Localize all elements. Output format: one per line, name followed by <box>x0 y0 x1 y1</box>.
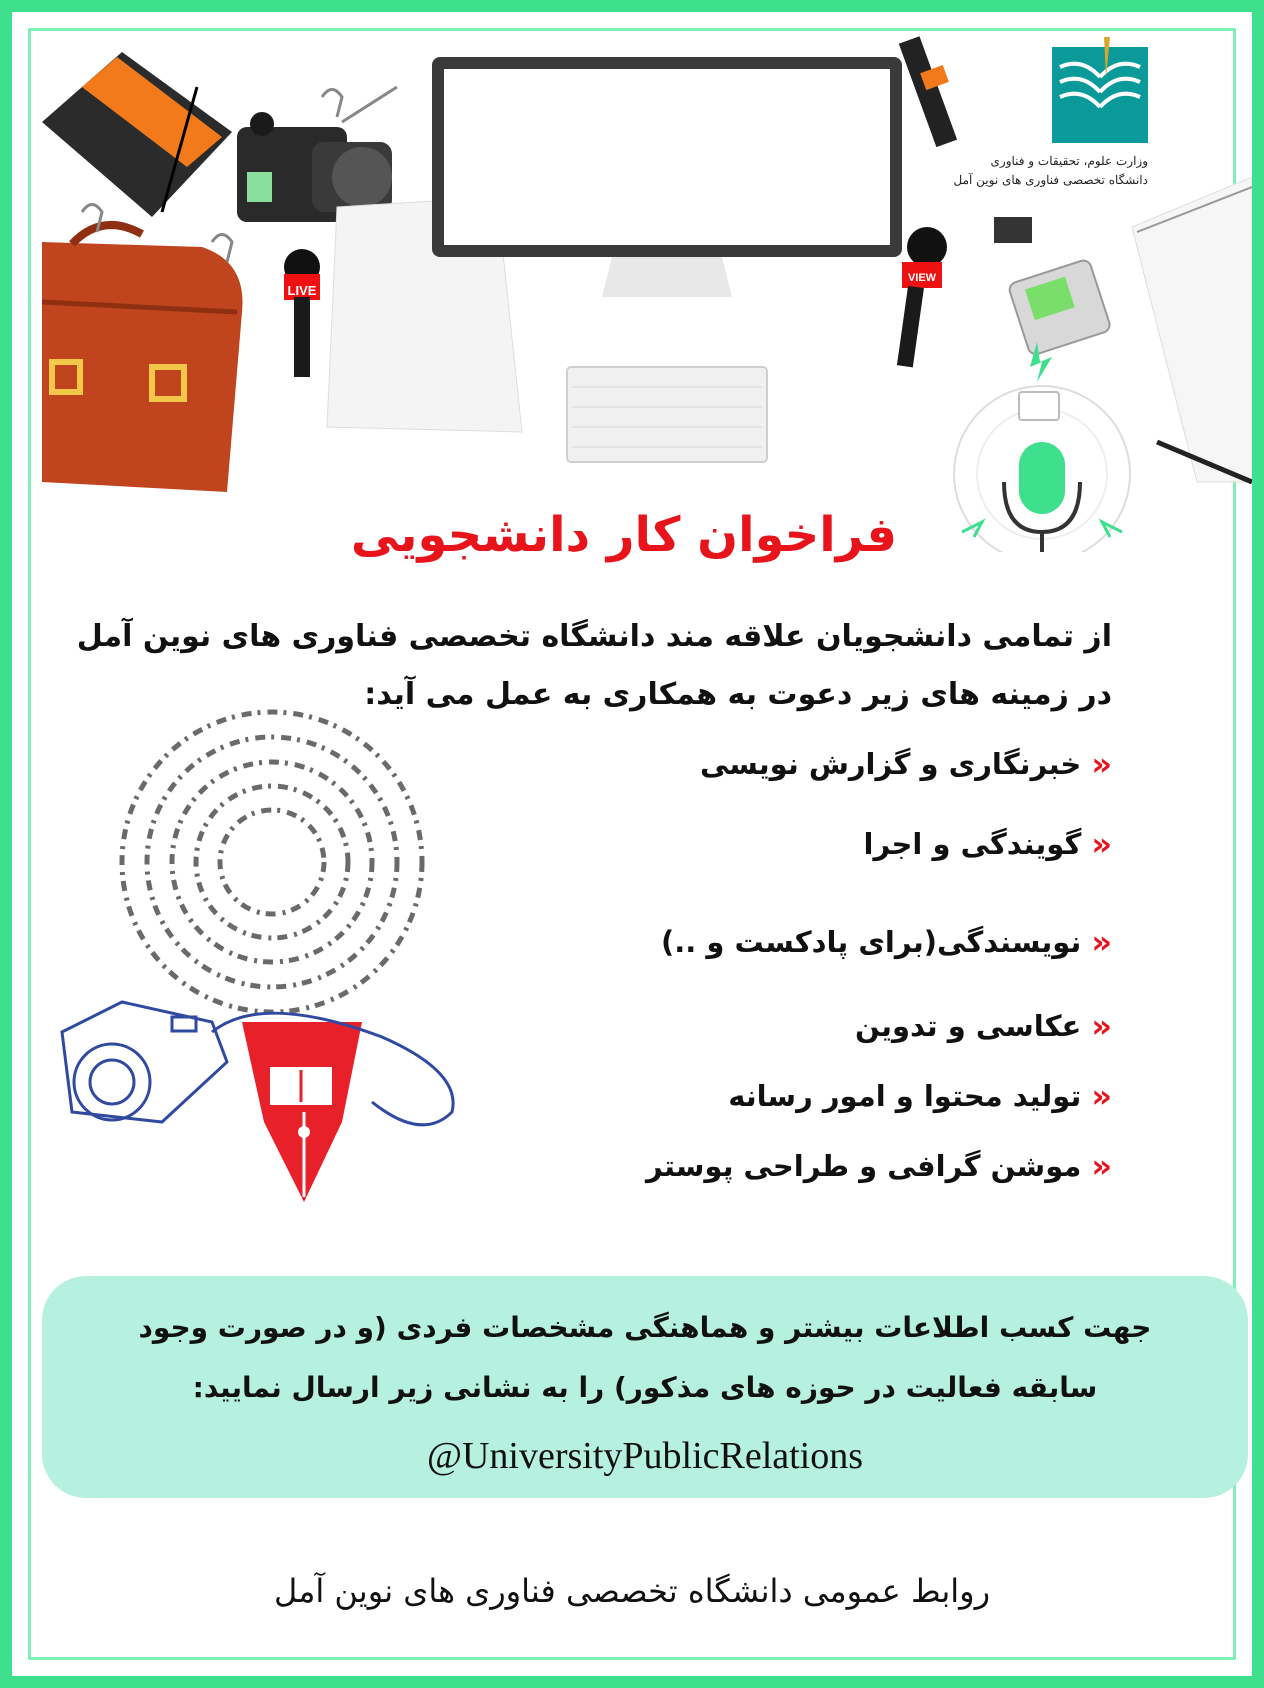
page-title: فراخوان کار دانشجویی <box>350 507 897 563</box>
list-item: « نویسندگی(برای پادکست و ..) <box>661 923 1112 961</box>
binder-clip-icon <box>994 217 1032 243</box>
double-chevron-icon: « <box>1091 745 1112 783</box>
info-line-2: سابقه فعالیت در حوزه های مذکور) را به نشانی زیر ارسال نمایید: <box>192 1371 1098 1404</box>
letter-circle-icon <box>122 712 422 1012</box>
double-chevron-icon: « <box>1091 825 1112 863</box>
notebook-icon <box>42 52 232 217</box>
pen-icon <box>899 36 957 147</box>
intro-line-1: از تمامی دانشجویان علاقه مند دانشگاه تخصصی فناوری های نوین آمل <box>76 619 1112 654</box>
university-logo-text <box>948 152 1148 190</box>
view-badge: VIEW <box>907 272 937 284</box>
list-item: « عکاسی و تدوین <box>855 1007 1112 1045</box>
live-badge: LIVE <box>287 283 317 298</box>
list-item: « گویندگی و اجرا <box>863 825 1112 863</box>
contact-handle[interactable]: @UniversityPublicRelations <box>426 1435 864 1477</box>
double-chevron-icon: « <box>1091 1147 1112 1185</box>
list-item: « خبرنگاری و گزارش نویسی <box>699 745 1112 783</box>
double-chevron-icon: « <box>1091 1007 1112 1045</box>
list-item: « موشن گرافی و طراحی پوستر <box>645 1147 1112 1185</box>
keyboard-icon <box>567 367 767 462</box>
contact-info-box <box>42 1276 1248 1498</box>
contact-info-text <box>82 1298 1208 1418</box>
double-chevron-icon: « <box>1091 1077 1112 1115</box>
intro-line-2: در زمینه های زیر دعوت به همکاری به عمل می آید: <box>364 677 1112 712</box>
briefcase-icon <box>42 225 243 492</box>
live-microphone-icon <box>284 249 320 377</box>
list-item: « تولید محتوا و امور رسانه <box>728 1077 1112 1115</box>
info-line-1: جهت کسب اطلاعات بیشتر و هماهنگی مشخصات فردی (و در صورت وجود <box>138 1311 1152 1344</box>
podcast-microphone-icon <box>954 342 1130 552</box>
footer-text: روابط عمومی دانشگاه تخصصی فناوری های نوین آمل <box>273 1572 991 1610</box>
logo-university: دانشگاه تخصصی فناوری های نوین آمل <box>953 173 1148 187</box>
logo-ministry: وزارت علوم، تحقیقات و فناوری <box>990 154 1148 168</box>
spiral-notebook-icon <box>1132 177 1252 482</box>
voice-recorder-icon <box>1008 259 1112 357</box>
double-chevron-icon: « <box>1091 923 1112 961</box>
pen-nib-icon <box>242 1022 362 1202</box>
view-microphone-icon <box>897 227 947 367</box>
media-illustration <box>42 702 472 1212</box>
university-logo-icon <box>1052 37 1148 143</box>
